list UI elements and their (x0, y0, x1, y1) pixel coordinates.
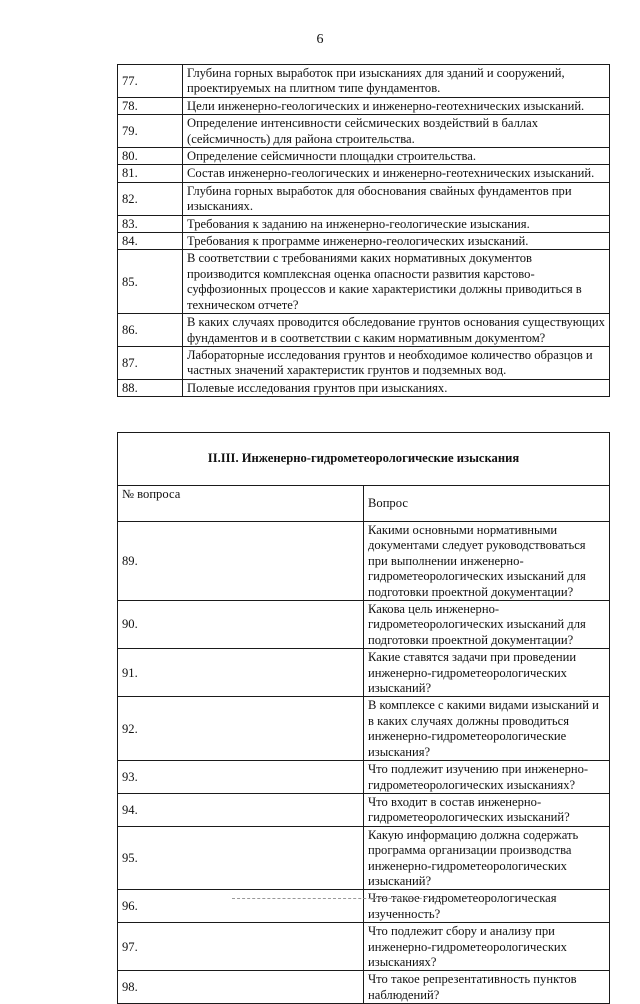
column-header-number: № вопроса (118, 486, 364, 522)
question-number: 84. (118, 233, 183, 250)
question-number: 90. (118, 601, 364, 649)
page-number: 6 (316, 32, 324, 47)
question-text: Глубина горных выработок для обоснования свайных фундаментов при изысканиях. (183, 182, 610, 215)
question-number: 77. (118, 65, 183, 98)
question-row (118, 923, 610, 971)
question-row (118, 522, 610, 601)
hydrometeorological-questions-table (117, 432, 610, 1004)
question-number: 87. (118, 346, 183, 379)
question-row (118, 115, 610, 148)
question-number: 95. (118, 826, 364, 890)
question-text: В каких случаях проводится обследование грунтов основания существующих фундаментов и в соответствии с каким нормативным документом? (183, 314, 610, 347)
question-text: Цели инженерно-геологических и инженерно-геотехнических изысканий. (183, 97, 610, 114)
question-number: 82. (118, 182, 183, 215)
question-row (118, 165, 610, 182)
question-text: Какими основными нормативными документами следует руководствоваться при выполнении инженерно-гидрометеорологических изысканий для подготовки проектной документации? (364, 522, 610, 601)
question-row (118, 314, 610, 347)
column-header-question: Вопрос (364, 486, 610, 522)
question-number: 81. (118, 165, 183, 182)
question-row (118, 346, 610, 379)
question-text: Что такое гидрометеорологическая изученность? (364, 890, 610, 923)
question-text: Полевые исследования грунтов при изысканиях. (183, 379, 610, 396)
question-row (118, 890, 610, 923)
question-row (118, 793, 610, 826)
question-text: Определение сейсмичности площадки строительства. (183, 148, 610, 165)
questions-table-body (118, 65, 610, 397)
question-row (118, 971, 610, 1004)
question-text: Какова цель инженерно-гидрометеорологических изысканий для подготовки проектной документации? (364, 601, 610, 649)
question-number: 96. (118, 890, 364, 923)
question-text: Требования к заданию на инженерно-геологические изыскания. (183, 215, 610, 232)
question-row (118, 182, 610, 215)
hydrometeorological-question-rows (118, 522, 610, 1004)
questions-table-continued (117, 64, 610, 397)
question-text: Что входит в состав инженерно-гидрометеорологических изысканий? (364, 793, 610, 826)
question-number: 91. (118, 649, 364, 697)
question-row (118, 148, 610, 165)
bottom-scan-line (232, 898, 442, 899)
question-text: Глубина горных выработок при изысканиях для зданий и сооружений, проектируемых на плитном типе фундаментов. (183, 65, 610, 98)
question-number: 79. (118, 115, 183, 148)
question-number: 86. (118, 314, 183, 347)
question-number: 85. (118, 250, 183, 314)
question-row (118, 761, 610, 794)
question-text: Требования к программе инженерно-геологических изысканий. (183, 233, 610, 250)
hydrometeorological-questions-body (118, 433, 610, 522)
question-row (118, 601, 610, 649)
question-number: 98. (118, 971, 364, 1004)
question-text: Что подлежит сбору и анализу при инженерно-гидрометеорологических изысканиях? (364, 923, 610, 971)
question-text: Какие ставятся задачи при проведении инженерно-гидрометеорологических изысканий? (364, 649, 610, 697)
question-text: Определение интенсивности сейсмических воздействий в баллах (сейсмичность) для района строительства. (183, 115, 610, 148)
question-row (118, 215, 610, 232)
question-row (118, 250, 610, 314)
question-number: 92. (118, 697, 364, 761)
question-row (118, 826, 610, 890)
question-number: 80. (118, 148, 183, 165)
question-row (118, 97, 610, 114)
question-row (118, 697, 610, 761)
question-row (118, 233, 610, 250)
question-row (118, 649, 610, 697)
question-text: Что такое репрезентативность пунктов наблюдений? (364, 971, 610, 1004)
question-number: 89. (118, 522, 364, 601)
question-text: Лабораторные исследования грунтов и необходимое количество образцов и частных значений характеристик грунтов и подземных вод. (183, 346, 610, 379)
question-number: 97. (118, 923, 364, 971)
question-row (118, 65, 610, 98)
question-number: 78. (118, 97, 183, 114)
question-text: В соответствии с требованиями каких нормативных документов производится комплексная оценка опасности развития карстово-суффозионных процессов и какие характеристики должны приводиться в техническом отчете? (183, 250, 610, 314)
question-text: Что подлежит изучению при инженерно-гидрометеорологических изысканиях? (364, 761, 610, 794)
question-text: Какую информацию должна содержать программа организации производства инженерно-гидрометеорологических изысканий? (364, 826, 610, 890)
question-number: 83. (118, 215, 183, 232)
question-number: 94. (118, 793, 364, 826)
section-title-row (118, 433, 610, 486)
question-row (118, 379, 610, 396)
column-header-row (118, 486, 610, 522)
question-number: 93. (118, 761, 364, 794)
question-text: В комплексе с какими видами изысканий и в каких случаях должны проводиться инженерно-гидрометеорологические изыскания? (364, 697, 610, 761)
question-number: 88. (118, 379, 183, 396)
question-text: Состав инженерно-геологических и инженерно-геотехнических изысканий. (183, 165, 610, 182)
section-title: II.III. Инженерно-гидрометеорологические изыскания (118, 433, 610, 486)
